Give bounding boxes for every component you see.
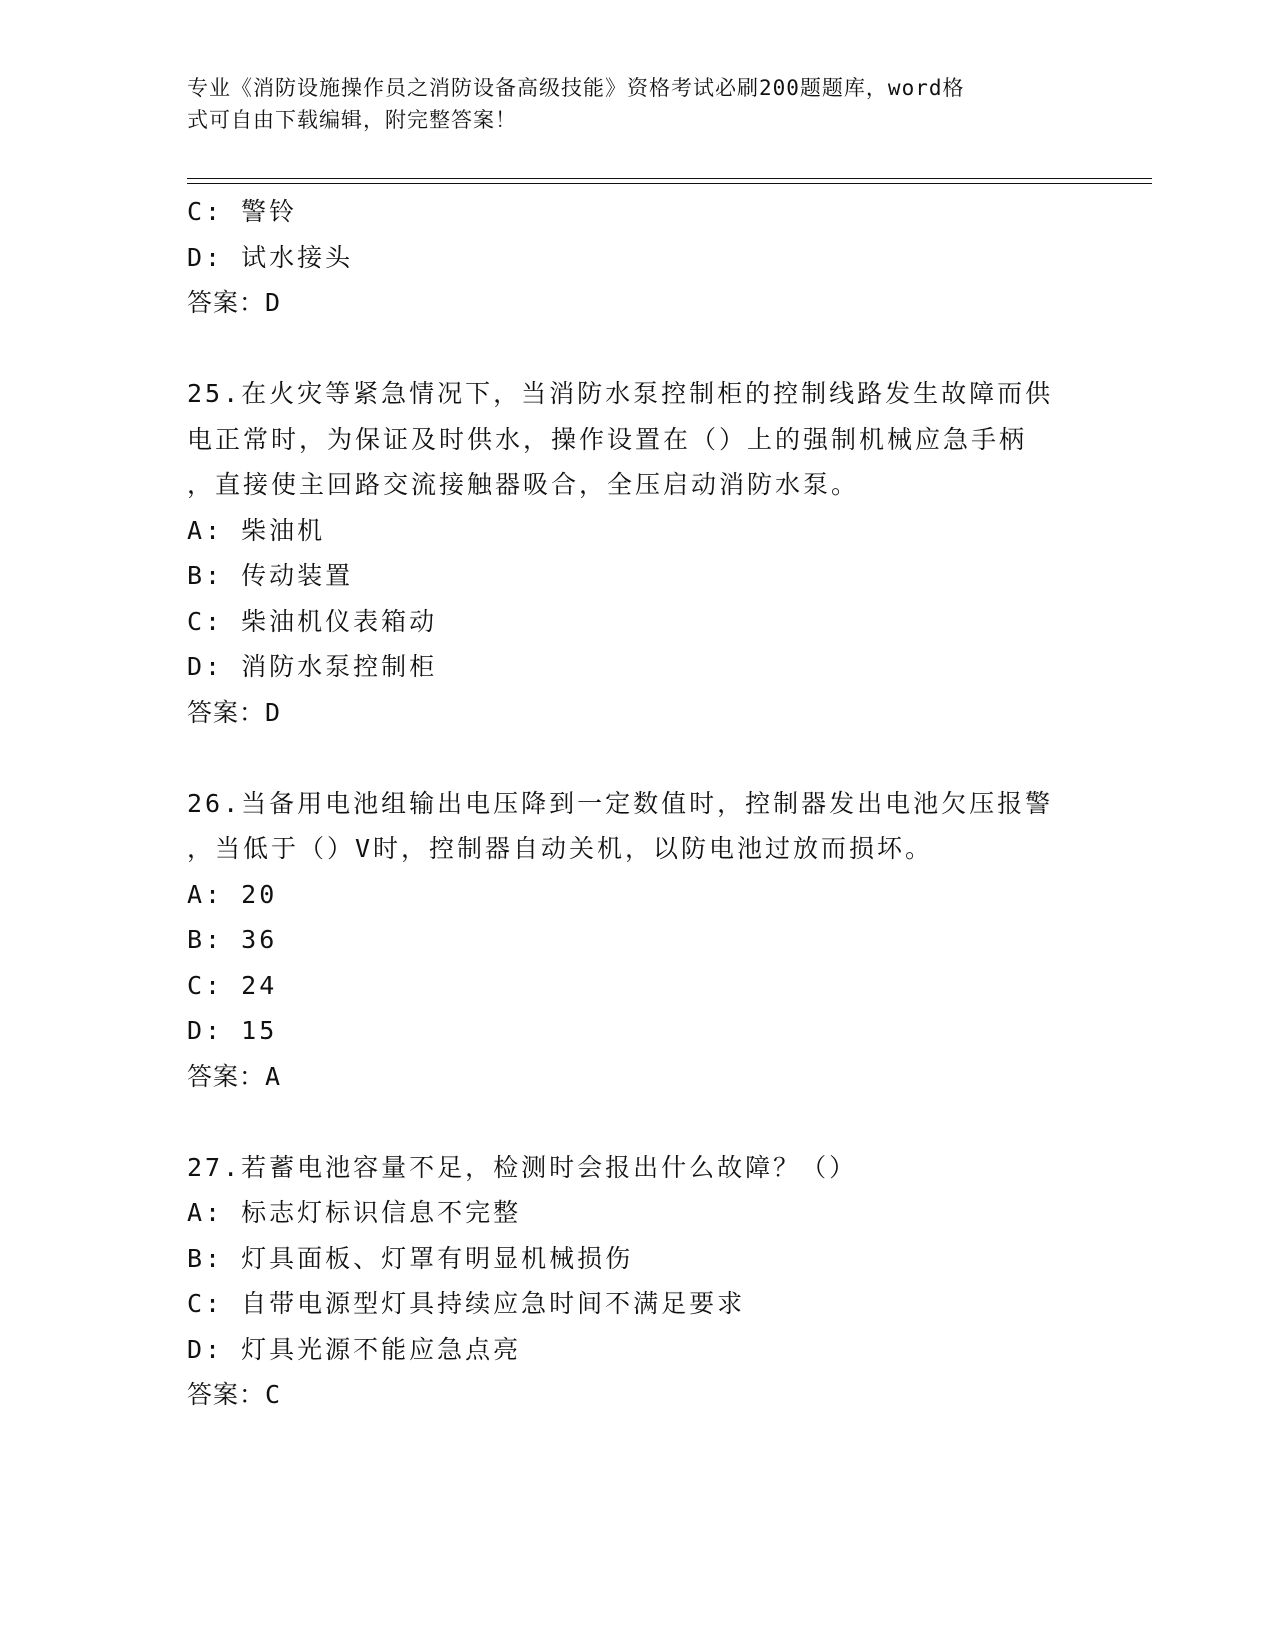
header-title-line-2: 式可自由下载编辑，附完整答案！ [187, 108, 517, 132]
option-a: A: 20 [187, 879, 278, 909]
option-d: D: 消防水泵控制柜 [187, 652, 438, 681]
answer-line: 答案：D [187, 697, 282, 727]
header-divider-top [187, 178, 1152, 179]
option-d: D: 灯具光源不能应急点亮 [187, 1334, 522, 1364]
option-d: D: 试水接头 [187, 242, 354, 272]
question-text-line: 27.若蓄电池容量不足，检测时会报出什么故障？（） [187, 1152, 858, 1182]
header-divider-bottom [187, 183, 1152, 184]
page-header [187, 72, 1067, 136]
question-spacer [187, 735, 1087, 781]
question-text-line: ，直接使主回路交流接触器吸合，全压启动消防水泵。 [187, 470, 860, 499]
option-c: C: 警铃 [187, 197, 298, 226]
option-b: B: 灯具面板、灯罩有明显机械损伤 [187, 1243, 634, 1273]
option-b: B: 传动装置 [187, 561, 354, 590]
question-26 [187, 781, 1087, 1100]
question-text-line: 25.在火灾等紧急情况下，当消防水泵控制柜的控制线路发生故障而供 [187, 379, 1054, 408]
question-24-tail [187, 189, 1087, 326]
option-b: B: 36 [187, 925, 278, 954]
question-27 [187, 1145, 1087, 1418]
header-title-line-1: 专业《消防设施操作员之消防设备高级技能》资格考试必刷200题题库，word格 [187, 76, 965, 100]
answer-line: 答案：D [187, 288, 282, 317]
option-a: A: 标志灯标识信息不完整 [187, 1198, 522, 1227]
option-c: C: 柴油机仪表箱动 [187, 606, 438, 636]
option-d: D: 15 [187, 1016, 278, 1045]
answer-line: 答案：C [187, 1380, 282, 1409]
option-c: C: 24 [187, 970, 278, 1000]
option-a: A: 柴油机 [187, 515, 326, 545]
question-25 [187, 371, 1087, 735]
question-text [187, 781, 1087, 872]
question-spacer [187, 326, 1087, 372]
question-text-line: 电正常时，为保证及时供水，操作设置在（）上的强制机械应急手柄 [187, 424, 1028, 454]
question-text [187, 1145, 1087, 1191]
question-spacer [187, 1099, 1087, 1145]
question-text [187, 371, 1087, 508]
question-text-line: 26.当备用电池组输出电压降到一定数值时，控制器发出电池欠压报警 [187, 788, 1054, 818]
question-list [187, 189, 1087, 1418]
answer-line: 答案：A [187, 1061, 282, 1091]
question-text-line: ，当低于（）V时，控制器自动关机，以防电池过放而损坏。 [187, 834, 934, 863]
option-c: C: 自带电源型灯具持续应急时间不满足要求 [187, 1289, 746, 1318]
